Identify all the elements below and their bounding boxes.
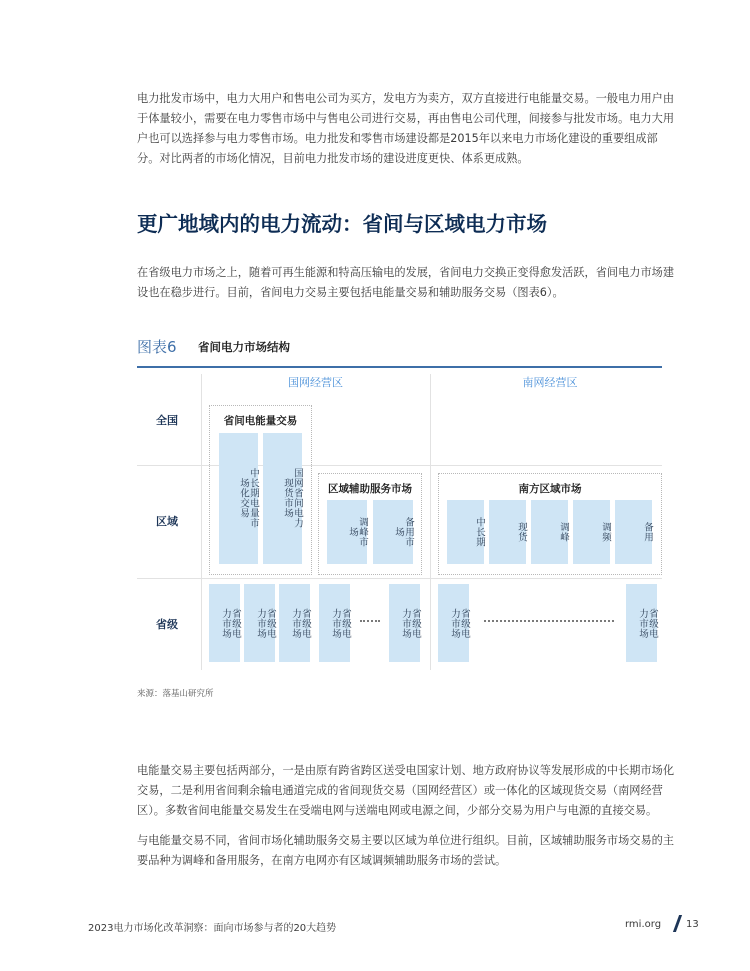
- paragraph-3: 电能量交易主要包括两部分，一是由原有跨省跨区送受电国家计划、地方政府协议等发展形成的中长期市场化交易，二是利用省间剩余输电通道完成的省间现货交易（国网经营区）或一体化的区域现货交易（南网经营区）。多数省间电能量交易发生在受端电网与送端电网或电源之间，少部分交易为用户与电源的直接交易。: [137, 764, 675, 818]
- ellipsis-dots: [360, 620, 380, 622]
- southern-spot-box: [489, 500, 526, 564]
- provincial-market-box: [389, 584, 420, 662]
- row-label-national: 全国: [156, 414, 178, 427]
- reserve-label: 备用市场: [393, 517, 414, 547]
- ellipsis-dots: [484, 620, 614, 622]
- southern-item-label: 中长期: [474, 517, 485, 547]
- row-divider: [137, 578, 662, 579]
- provincial-market-box: [209, 584, 240, 662]
- spot-market-label: 国网省间电力现货市场: [282, 468, 303, 529]
- southern-item-label: 现货: [516, 522, 527, 542]
- footer-site[interactable]: rmi.org: [625, 919, 662, 930]
- southern-item-label: 调峰: [558, 522, 569, 542]
- provincial-market-label: 省级电力市场: [449, 608, 470, 638]
- provincial-market-label: 省级电力市场: [255, 608, 276, 638]
- footer-report-title: 2023电力市场化改革洞察：面向市场参与者的20大趋势: [88, 923, 337, 934]
- provincial-market-label: 省级电力市场: [220, 608, 241, 638]
- southern-reserve-box: [615, 500, 652, 564]
- column-divider: [201, 374, 202, 670]
- mid-long-term-label: 中长期电量市场化交易: [238, 468, 259, 529]
- regional-ancillary-title: 区域辅助服务市场: [328, 483, 412, 495]
- southern-item-label: 备用: [642, 522, 653, 542]
- row-label-provincial: 省级: [156, 618, 178, 631]
- spot-market-box: [263, 433, 302, 564]
- provincial-market-label: 省级电力市场: [400, 608, 421, 638]
- southern-regional-title: 南方区域市场: [518, 483, 582, 495]
- provincial-market-label: 省级电力市场: [290, 608, 311, 638]
- column-head-state-grid: 国网经营区: [288, 376, 343, 389]
- provincial-market-box: [279, 584, 310, 662]
- provincial-market-label: 省级电力市场: [330, 608, 351, 638]
- southern-mid-long-term-box: [447, 500, 484, 564]
- section-paragraph: 在省级电力市场之上，随着可再生能源和特高压输电的发展，省间电力交换正变得愈发活跃，省间电力市场建设也在稳步进行。目前，省间电力交易主要包括电能量交易和辅助服务交易（图表6）。: [137, 266, 675, 300]
- provincial-market-box: [626, 584, 657, 662]
- slash-divider: [673, 915, 682, 932]
- column-head-southern-grid: 南网经营区: [522, 376, 578, 389]
- figure-title-rule: [137, 366, 662, 368]
- column-divider: [430, 374, 431, 670]
- southern-item-label: 调频: [600, 522, 611, 542]
- figure-label: 图表6: [137, 338, 177, 356]
- interprovincial-energy-title: 省间电能量交易: [223, 415, 298, 427]
- provincial-market-label: 省级电力市场: [637, 608, 658, 638]
- provincial-market-box: [319, 584, 350, 662]
- intro-paragraph: 电力批发市场中，电力大用户和售电公司为买方，发电方为卖方，双方直接进行电能量交易。一般电力用户由于体量较小，需要在电力零售市场中与售电公司进行交易，再由售电公司代理，间接参与批发市场。电力大用户也可以选择参与电力零售市场。电力批发和零售市场建设都是2015年以来电力市场化建设的重要组成部分。对比两者的市场化情况，目前电力批发市场的建设进度更快、体系更成熟。: [137, 92, 675, 166]
- paragraph-4: 与电能量交易不同，省间市场化辅助服务交易主要以区域为单位进行组织。目前，区域辅助服务市场交易的主要品种为调峰和备用服务，在南方电网亦有区域调频辅助服务市场的尝试。: [137, 834, 675, 868]
- peak-shaving-label: 调峰市场: [347, 517, 368, 547]
- southern-peak-shaving-box: [531, 500, 568, 564]
- figure-title: 省间电力市场结构: [198, 340, 290, 354]
- section-heading: 更广地域内的电力流动：省间与区域电力市场: [137, 212, 547, 236]
- figure-source: 来源：落基山研究所: [137, 689, 214, 699]
- southern-frequency-box: [573, 500, 610, 564]
- reserve-box: [373, 500, 413, 564]
- peak-shaving-box: [327, 500, 367, 564]
- row-label-regional: 区域: [156, 515, 178, 528]
- page-number: 13: [686, 919, 699, 930]
- provincial-market-box: [438, 584, 469, 662]
- provincial-market-box: [244, 584, 275, 662]
- mid-long-term-box: [219, 433, 258, 564]
